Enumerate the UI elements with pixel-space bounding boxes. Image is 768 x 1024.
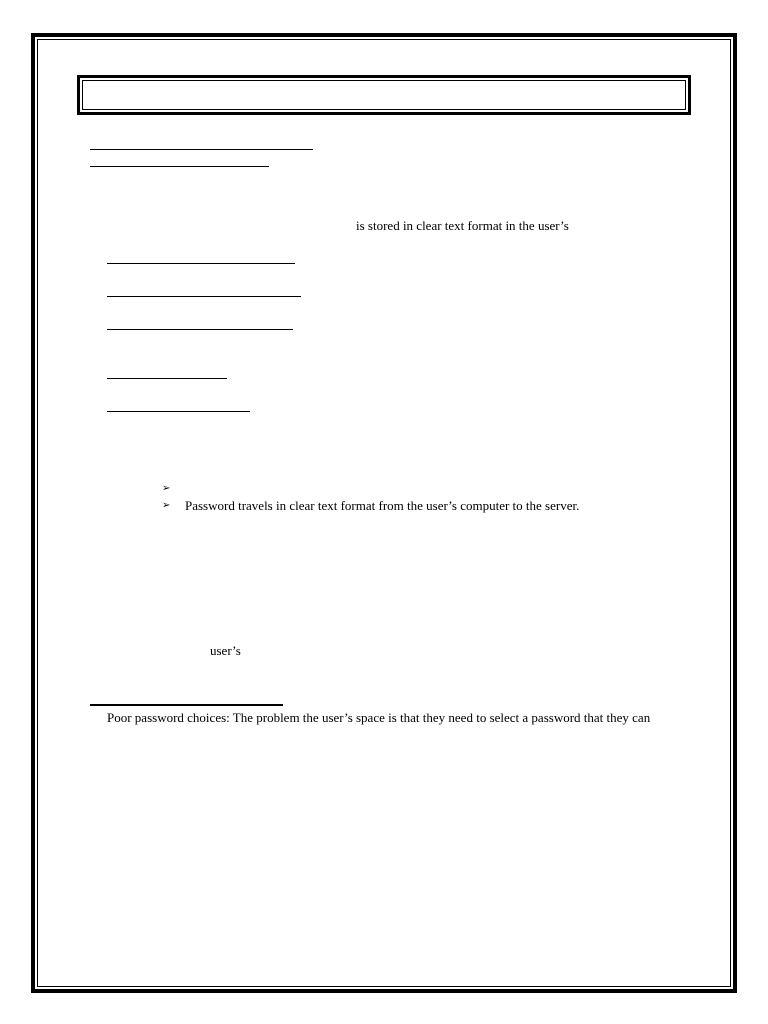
- title-box-inner: [82, 80, 686, 110]
- heading-underline-2: [90, 166, 269, 167]
- bullet-item: [162, 480, 579, 497]
- arrow-bullet-icon: ➢: [162, 483, 171, 494]
- poor-password-choices-text: Poor password choices: The problem the user’s space is that they need to select a password that they can: [107, 710, 651, 725]
- heading-underline-1: [90, 149, 313, 150]
- underline-item-2: [107, 296, 301, 297]
- section-rule: [90, 704, 283, 706]
- bullet-item: [162, 497, 579, 514]
- arrow-bullet-icon: ➢: [162, 500, 171, 511]
- stored-text-line: is stored in clear text format in the user’s: [356, 218, 569, 233]
- underline-item-1: [107, 263, 295, 264]
- underline-item-3: [107, 329, 293, 330]
- underline-item-5: [107, 411, 250, 412]
- bullet-list: [162, 480, 579, 514]
- underline-item-4: [107, 378, 227, 379]
- users-text: user’s: [210, 643, 241, 658]
- bullet-text: Password travels in clear text format from the user’s computer to the server.: [185, 498, 580, 513]
